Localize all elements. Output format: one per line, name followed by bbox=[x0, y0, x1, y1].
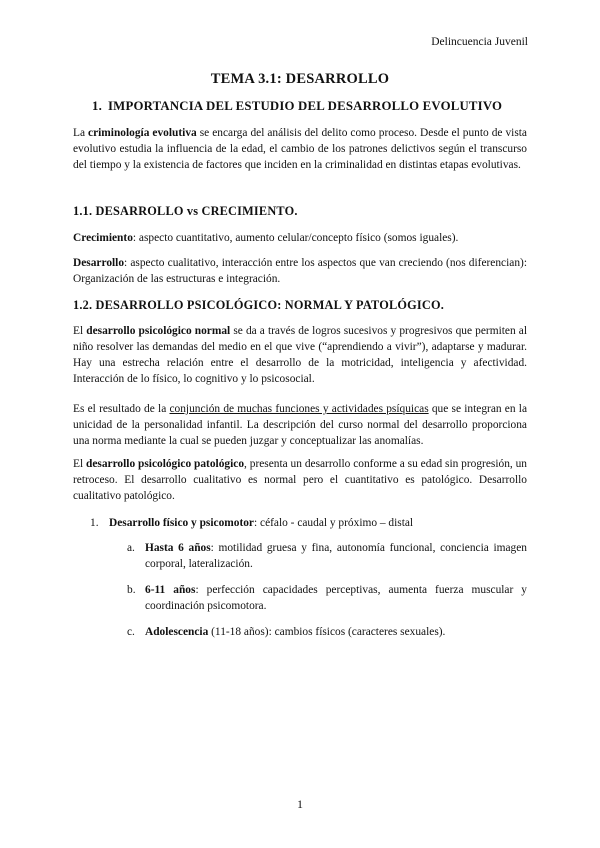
sub-item-c-text: (11-18 años): cambios físicos (caracteres sexuales). bbox=[208, 626, 446, 638]
section-1-number: 1. bbox=[92, 99, 102, 113]
p3-term: desarrollo psicológico patológico bbox=[86, 458, 245, 470]
normal-development-paragraph bbox=[73, 324, 527, 388]
p3-text-c: , presenta un desarrollo conforme a su edad sin progresión, un retroceso. El desarrollo cualitativo es normal pero el cuantitativo es patológico. Desarrollo cualitativo patológico. bbox=[73, 458, 527, 502]
sub-item-c bbox=[127, 625, 527, 641]
sub-item-a-marker: a. bbox=[127, 542, 135, 554]
pathological-paragraph bbox=[73, 457, 527, 505]
desarrollo-text: : aspecto cualitativo, interacción entre los aspectos que van creciendo (nos diferencian): Organización de las estructuras e integración. bbox=[73, 257, 527, 285]
sub-item-a-term: Hasta 6 años bbox=[145, 542, 211, 554]
intro-term: criminología evolutiva bbox=[88, 127, 197, 139]
desarrollo-paragraph bbox=[73, 256, 527, 288]
sub-item-b bbox=[127, 583, 527, 615]
section-1-heading bbox=[92, 99, 552, 114]
desarrollo-term: Desarrollo bbox=[73, 257, 125, 269]
p3-text-a: El bbox=[73, 458, 86, 470]
intro-text-c: se encarga del análisis del delito como proceso. Desde el punto de vista evolutivo estudia la influencia de la edad, el cambio de los patrones delictivos según el transcurso del tiempo y la existencia de factores que inciden en la criminalidad en distintas etapas evolutivas. bbox=[73, 127, 527, 171]
sub-item-c-marker: c. bbox=[127, 626, 135, 638]
p2-text-a: Es el resultado de la bbox=[73, 403, 170, 415]
crecimiento-paragraph bbox=[73, 231, 527, 247]
list-item-1-marker: 1. bbox=[90, 517, 99, 529]
p2-text-c: que se integran en la unicidad de la personalidad infantil. La descripción del curso normal del desarrollo proporciona una norma mediante la cual se pueden juzgar y conceptualizar las anomalías. bbox=[73, 403, 527, 447]
running-header: Delincuencia Juvenil bbox=[431, 36, 528, 48]
p1-text-c: se da a través de logros sucesivos y progresivos que permiten al niño resolver las demandas del medio en el que vive (“aprendiendo a vivir”), adaptarse y madurar. Hay una estrecha relación entre el desarrollo de la motricidad, inteligencia y afectividad. Interacción de lo físico, lo cognitivo y lo psicosocial. bbox=[73, 325, 527, 385]
document-title: TEMA 3.1: DESARROLLO bbox=[210, 71, 390, 87]
list-item-1-text: : céfalo - caudal y próximo – distal bbox=[254, 517, 414, 529]
sub-item-c-body bbox=[145, 625, 527, 641]
sub-item-b-marker: b. bbox=[127, 584, 136, 596]
intro-text-a: La bbox=[73, 127, 89, 139]
crecimiento-term: Crecimiento bbox=[73, 232, 133, 244]
list-item-1-term: Desarrollo físico y psicomotor bbox=[109, 517, 254, 529]
sub-item-c-term: Adolescencia bbox=[145, 626, 209, 638]
section-1-1-heading: 1.1. DESARROLLO vs CRECIMIENTO. bbox=[73, 204, 298, 218]
p2-underlined-phrase: conjunción de muchas funciones y actividades psíquicas bbox=[169, 403, 429, 415]
sub-item-b-term: 6-11 años bbox=[145, 584, 196, 596]
page-number: 1 bbox=[297, 797, 303, 811]
intro-paragraph bbox=[73, 126, 527, 174]
sub-item-b-body bbox=[145, 583, 527, 615]
sub-item-a-body bbox=[145, 541, 527, 573]
list-item-1 bbox=[90, 516, 530, 532]
conjunction-paragraph bbox=[73, 402, 527, 450]
sub-item-a-text: : motilidad gruesa y fina, autonomía funcional, conciencia imagen corporal, lateralización. bbox=[145, 542, 527, 570]
crecimiento-text: : aspecto cuantitativo, aumento celular/concepto físico (somos iguales). bbox=[132, 232, 459, 244]
section-1-2-heading: 1.2. DESARROLLO PSICOLÓGICO: NORMAL Y PATOLÓGICO. bbox=[73, 298, 445, 312]
sub-item-b-text: : perfección capacidades perceptivas, aumenta fuerza muscular y coordinación psicomotora. bbox=[145, 584, 527, 612]
p1-term: desarrollo psicológico normal bbox=[86, 325, 231, 337]
section-1-heading-text: IMPORTANCIA DEL ESTUDIO DEL DESARROLLO EVOLUTIVO bbox=[108, 99, 503, 113]
sub-item-a bbox=[127, 541, 527, 573]
p1-text-a: El bbox=[73, 325, 87, 337]
